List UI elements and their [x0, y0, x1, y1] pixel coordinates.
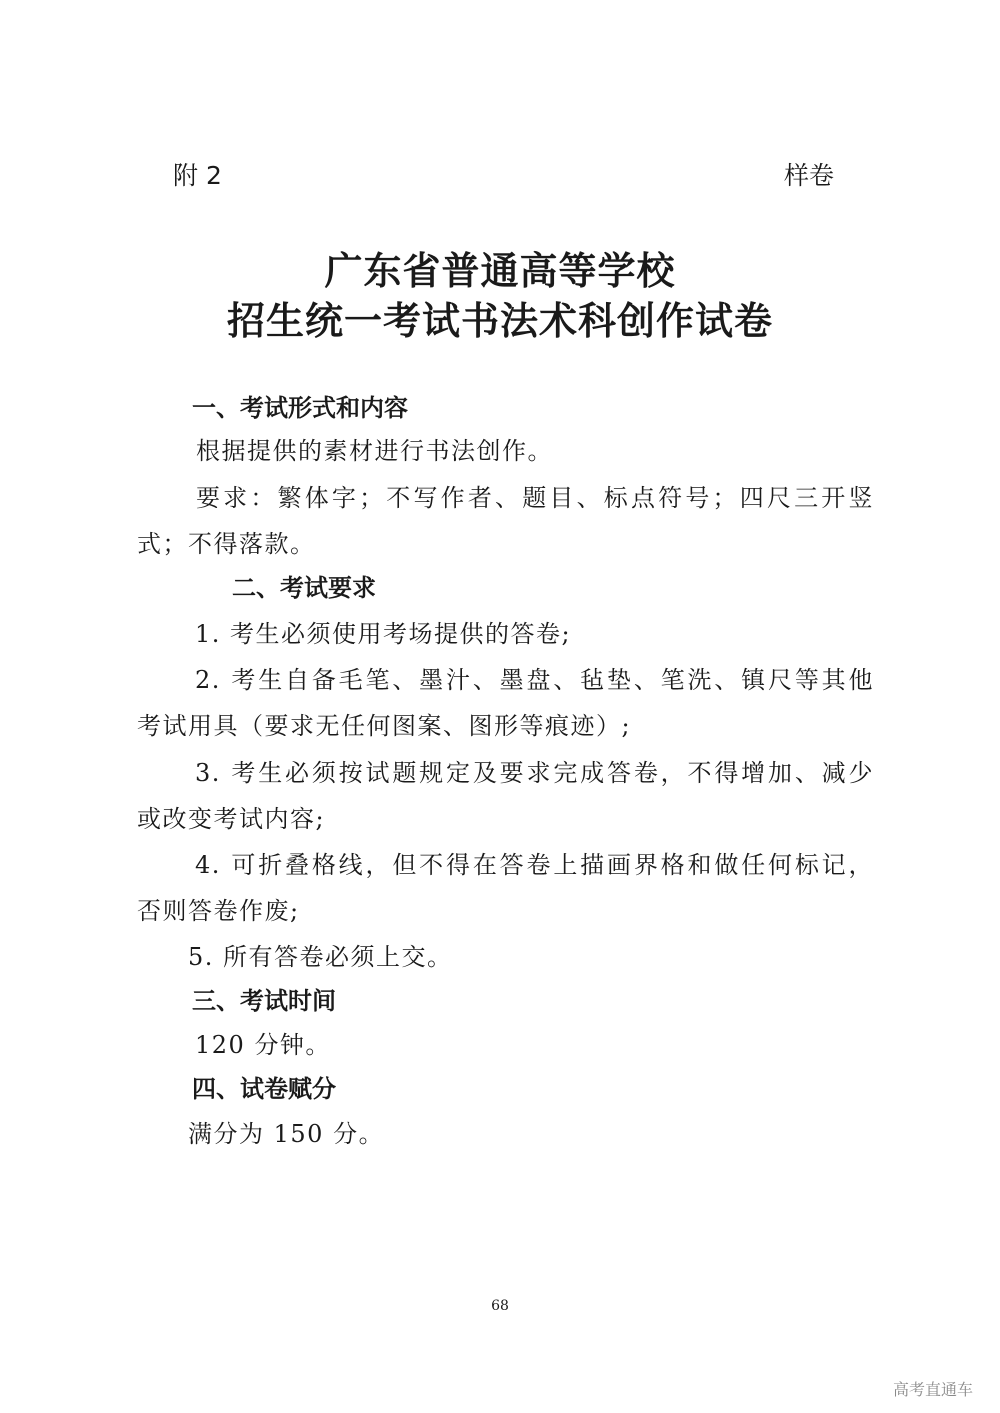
list-item-4-line-1: 4. 可折叠格线，但不得在答卷上描画界格和做任何标记，	[195, 851, 874, 879]
section-heading-exam-format: 一、考试形式和内容	[192, 394, 408, 422]
paragraph-exam-content: 根据提供的素材进行书法创作。	[196, 437, 553, 465]
paragraph-requirements-line-1: 要求：繁体字；不写作者、题目、标点符号；四尺三开竖	[196, 484, 874, 512]
page-number: 68	[491, 1298, 509, 1314]
list-item-3-line-1: 3. 考生必须按试题规定及要求完成答卷，不得增加、减少	[195, 759, 874, 787]
paragraph-requirements-line-2: 式；不得落款。	[137, 530, 316, 558]
section-heading-exam-requirements: 二、考试要求	[232, 574, 376, 602]
list-item-3-line-2: 或改变考试内容;	[137, 805, 326, 833]
list-item-1: 1. 考生必须使用考场提供的答卷;	[195, 620, 572, 648]
attachment-label: 附 2	[173, 161, 222, 190]
list-item-2-line-1: 2. 考生自备毛笔、墨汁、墨盘、毡垫、笔洗、镇尺等其他	[195, 666, 874, 694]
sample-label: 样卷	[784, 161, 835, 190]
page-title-line-1: 广东省普通高等学校	[324, 248, 676, 293]
list-item-4-line-2: 否则答卷作废;	[137, 897, 300, 925]
page-title-line-2: 招生统一考试书法术科创作试卷	[226, 298, 773, 343]
full-score: 满分为 150 分。	[188, 1120, 385, 1148]
list-item-5: 5. 所有答卷必须上交。	[188, 943, 453, 971]
exam-duration: 120 分钟。	[195, 1031, 331, 1059]
section-heading-exam-time: 三、考试时间	[192, 987, 336, 1015]
section-heading-scoring: 四、试卷赋分	[192, 1075, 336, 1103]
list-item-2-line-2: 考试用具（要求无任何图案、图形等痕迹）;	[137, 712, 632, 740]
watermark: 高考直通车	[893, 1380, 974, 1399]
